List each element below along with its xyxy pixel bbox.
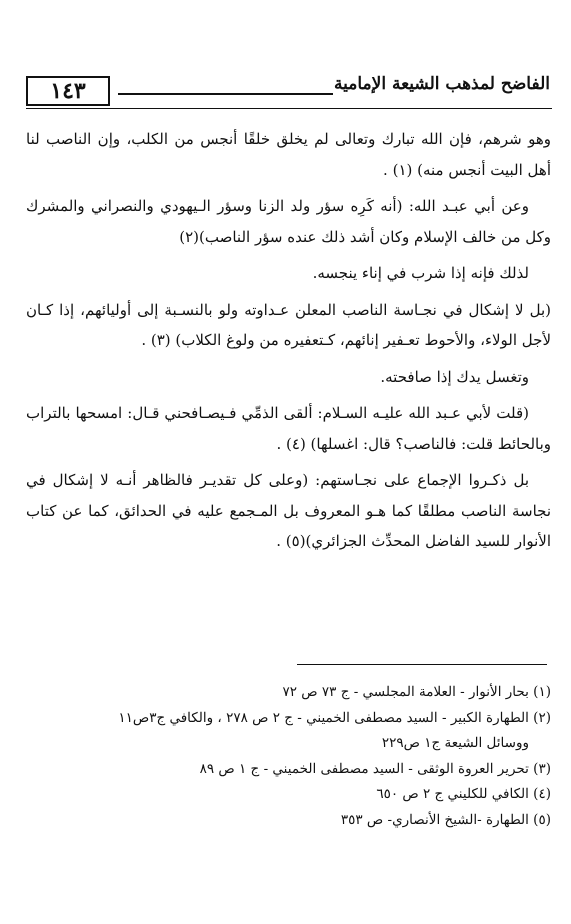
footnote-5: (٥) الطهارة -الشيخ الأنصاري- ص ٣٥٣: [340, 811, 551, 828]
footnote-4: (٤) الكافي للكليني ج ٢ ص ٦٥٠: [376, 786, 551, 802]
paragraph-1: وهو شرهم، فإن الله تبارك وتعالى لم يخلق خلقًا أنجس من الكلب، وإن الناصب لنا أهل البيت أنجس منه) (١) .: [26, 130, 551, 179]
header-rule: [118, 93, 333, 95]
footnote-separator: [297, 664, 547, 665]
page-number: ١٤٣: [26, 76, 110, 106]
paragraph-3: لذلك فإنه إذا شرب في إناء ينجسه.: [312, 264, 529, 282]
paragraph-4: (بل لا إشكال في نجـاسة الناصب المعلن عـداوته ولو بالنسـبة إلى أوليائهم، إذا كـان لأجل الولاء، والأحوط تعـفير إنائهم، كـتعفيره من ولوغ الكلاب) (٣) .: [26, 300, 551, 349]
footnotes: [26, 680, 551, 833]
footnote-2: (٢) الطهارة الكبير - السيد مصطفى الخميني - ج ٢ ص ٢٧٨ ، والكافي ج٣ص١١: [118, 709, 551, 726]
page-header: [18, 70, 556, 110]
footnote-1: (١) بحار الأنوار - العلامة المجلسي - ج ٧٣ ص ٧٢: [282, 684, 551, 700]
footnote-2-continuation: ووسائل الشيعة ج١ ص٢٢٩: [381, 735, 529, 751]
paragraph-7: بل ذكـروا الإجماع على نجـاستهم: (وعلى كل تقديـر فالظاهر أنـه لا إشكال في نجاسة الناصب مطلقًا كما هـو المعروف بل المـجمع عليه في الحدائق، كما عن كتاب الأنوار للسيد الفاضل المحدِّث الجزائري)(٥) .: [26, 471, 551, 550]
running-title: الفاضح لمذهب الشيعة الإمامية: [333, 74, 550, 94]
paragraph-2: وعن أبي عبـد الله: (أنه كَرِه سؤر ولد الزنا وسؤر الـيهودي والنصراني والمشرك وكل من خالف الإسلام وكان أشد ذلك عنده سؤر الناصب)(٢): [26, 197, 551, 246]
footnote-3: (٣) تحرير العروة الوثقى - السيد مصطفى الخميني - ج ١ ص ٨٩: [199, 760, 551, 777]
paragraph-5: وتغسل يدك إذا صافحته.: [380, 367, 529, 386]
paragraph-6: (قلت لأبي عـبد الله عليـه السـلام: ألقى الذمِّي فـيصـافحني قـال: امسحها بالتراب وبالحائط قلت: فالناصب؟ قال: اغسلها) (٤) .: [26, 404, 551, 453]
header-underline: [26, 108, 552, 109]
main-text: [26, 124, 551, 563]
